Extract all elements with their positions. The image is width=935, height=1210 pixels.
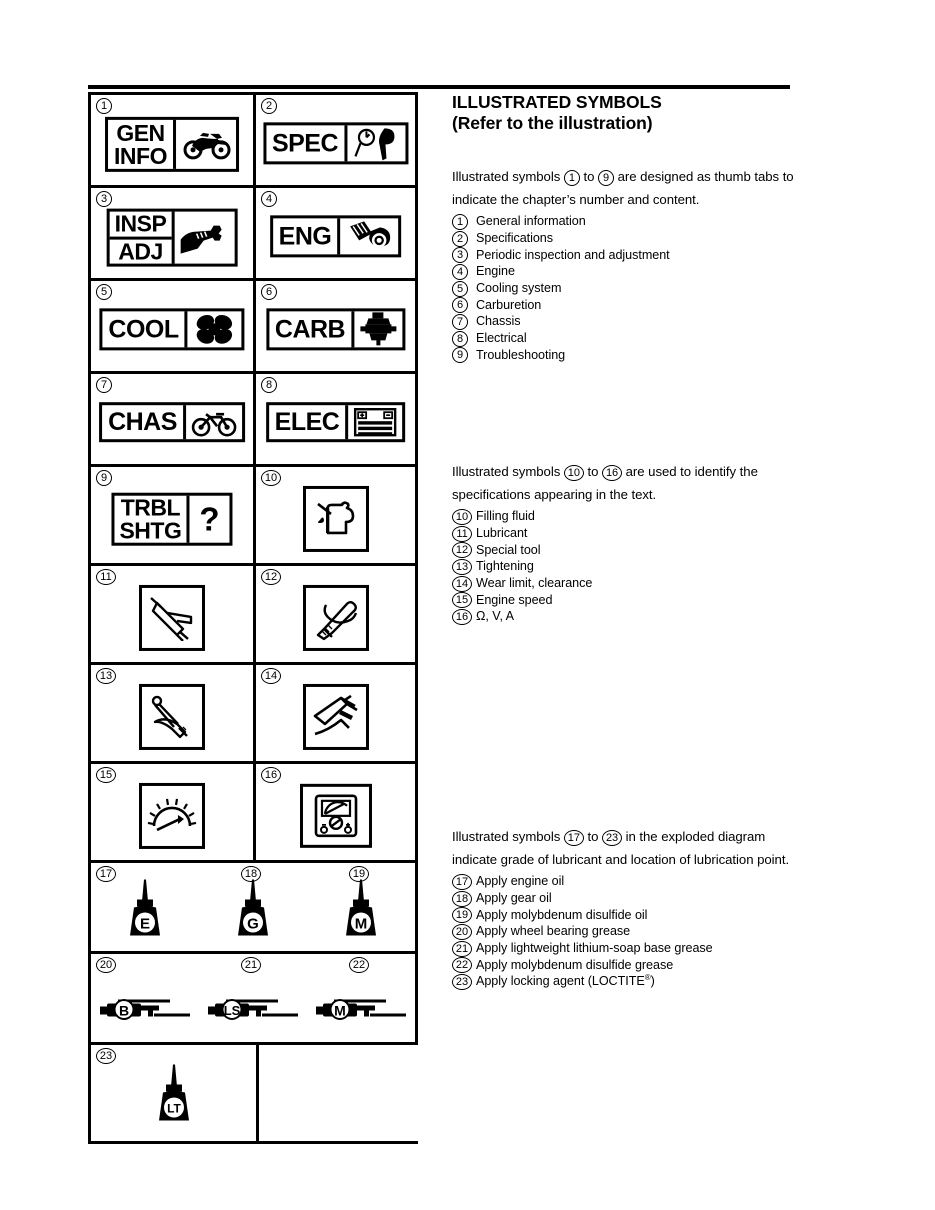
item-number: 23: [452, 973, 476, 990]
registered-mark: ®: [644, 973, 651, 983]
item-number: 14: [452, 575, 476, 592]
symbol-cell-11[interactable]: [91, 566, 253, 662]
cell-number: 8: [261, 377, 277, 393]
lubrication-list: [452, 873, 812, 990]
thumb-tab-elec: [266, 402, 406, 442]
tab-line1: CHAS: [108, 407, 177, 436]
item-label: Periodic inspection and adjustment: [476, 247, 670, 262]
item-number: 11: [452, 525, 476, 542]
grease-gun-icon: [139, 585, 205, 651]
oil-bottle-icon: [338, 877, 384, 944]
item-number: 20: [452, 923, 476, 940]
cell-number: 23: [96, 1048, 116, 1064]
tab-line1: ENG: [278, 222, 332, 251]
block-intro: Illustrated symbols 10 to 16 are used to identify the specifications appearing in the text.: [452, 464, 758, 502]
tab-text: [102, 311, 184, 347]
symbol-cell-15[interactable]: [91, 764, 253, 860]
item-number: 6: [452, 297, 476, 314]
oil-bottle-icon: [230, 877, 276, 944]
grid-row: [88, 761, 418, 860]
piston-icon: [337, 218, 398, 254]
grid-row: [88, 563, 418, 662]
cell-number: 11: [96, 569, 116, 585]
tab-line1: SPEC: [271, 129, 339, 158]
inline-circled-number: 10: [564, 465, 584, 481]
symbol-cell-13[interactable]: [91, 665, 253, 761]
item-label: Apply engine oil: [476, 874, 565, 889]
item-label: Carburetion: [476, 297, 542, 312]
item-label-text: Apply locking agent (LOCTITE: [476, 974, 645, 989]
cell-number: 19: [349, 866, 369, 882]
item-number: 4: [452, 263, 476, 280]
motorcycle-filled-icon: [173, 120, 236, 169]
grid-row: [88, 371, 418, 464]
block-intro: Illustrated symbols 1 to 9 are designed as thumb tabs to indicate the chapter’s number and content.: [452, 169, 794, 207]
item-label: General information: [476, 214, 586, 229]
thumb-tab-insp-adj: [107, 209, 238, 267]
illustrated-symbol-grid: [88, 92, 418, 1144]
inline-circled-number: 23: [602, 830, 622, 846]
cell-number: 12: [261, 569, 281, 585]
symbol-cell-3[interactable]: [91, 188, 253, 278]
multimeter-icon: [300, 784, 372, 848]
tab-line1: TRBL: [120, 494, 181, 521]
bottle-letter: G: [247, 915, 259, 933]
thumb-tab-cool: [99, 308, 244, 350]
symbol-cell-20[interactable]: [91, 954, 199, 1042]
list-item: [452, 890, 812, 907]
bottle-letter: E: [139, 915, 150, 933]
symbol-cell-16[interactable]: [253, 764, 415, 860]
cell-number: 6: [261, 284, 277, 300]
symbol-cell-9[interactable]: [91, 467, 253, 563]
list-item: [452, 973, 812, 990]
tab-text: [273, 218, 338, 254]
thumb-tab-carb: [266, 308, 405, 350]
cell-number: 22: [349, 957, 369, 973]
inline-circled-number: 1: [564, 170, 580, 186]
item-number: 16: [452, 608, 476, 625]
item-number: 2: [452, 230, 476, 247]
symbol-cell-2[interactable]: [253, 95, 415, 185]
item-number: 7: [452, 313, 476, 330]
item-number: 13: [452, 558, 476, 575]
item-label: Lubricant: [476, 526, 528, 541]
cell-number: 13: [96, 668, 116, 684]
symbol-cell-12[interactable]: [253, 566, 415, 662]
symbol-cell-17[interactable]: [91, 863, 199, 951]
symbol-cell-22[interactable]: [307, 954, 415, 1042]
torque-wrench-icon: [139, 684, 205, 750]
item-label: Engine speed: [476, 592, 553, 607]
text-block-chapters: [452, 166, 812, 363]
tab-text: [266, 125, 344, 161]
vernier-caliper-icon: [303, 684, 369, 750]
tab-line2: SHTG: [119, 517, 182, 544]
item-number: 12: [452, 542, 476, 559]
hand-wrench-icon: [171, 212, 234, 264]
list-item: [452, 247, 812, 264]
grease-gun-icon: [314, 989, 408, 1028]
tab-line2: INFO: [114, 142, 167, 169]
item-number: 8: [452, 330, 476, 347]
list-item: [452, 873, 812, 890]
list-item: [452, 525, 812, 542]
gun-letter: LS: [223, 1002, 241, 1018]
text-block-lubrication: [452, 826, 812, 990]
list-item: [452, 330, 812, 347]
cell-number: 1: [96, 98, 112, 114]
battery-icon: [345, 405, 402, 439]
tab-line2: ADJ: [118, 238, 163, 265]
chapter-list: [452, 213, 812, 363]
item-label: Apply molybdenum disulfide oil: [476, 907, 648, 922]
item-label: Apply lightweight lithium-soap base grease: [476, 941, 713, 956]
list-item: [452, 297, 812, 314]
item-number: 10: [452, 508, 476, 525]
item-label: Cooling system: [476, 281, 562, 296]
specification-list: [452, 508, 812, 625]
grid-row: [88, 92, 418, 185]
gun-letter: M: [334, 1002, 346, 1019]
symbol-cell-10[interactable]: [253, 467, 415, 563]
symbol-cell-4[interactable]: [253, 188, 415, 278]
item-label: Specifications: [476, 231, 554, 246]
micrometer-icon: [344, 125, 405, 161]
page-title: [452, 92, 812, 135]
list-item: [452, 263, 812, 280]
inline-circled-number: 9: [598, 170, 614, 186]
symbol-cell-19[interactable]: [307, 863, 415, 951]
item-number: 18: [452, 890, 476, 907]
list-item: [452, 592, 812, 609]
grid-row: [88, 464, 418, 563]
item-label: Filling fluid: [476, 509, 535, 524]
symbol-cell-23[interactable]: [91, 1045, 259, 1141]
item-label: Electrical: [476, 331, 527, 346]
grid-row: [88, 278, 418, 371]
tab-text: [269, 405, 346, 439]
list-item: [452, 957, 812, 974]
grid-row: [88, 662, 418, 761]
item-label: [476, 973, 812, 989]
list-item: [452, 313, 812, 330]
tab-line1: ELEC: [274, 407, 340, 436]
item-number: 19: [452, 907, 476, 924]
tab-text: [269, 311, 351, 347]
text-block-specifications: [452, 461, 812, 625]
grease-gun-icon: [206, 989, 300, 1028]
item-label: Apply wheel bearing grease: [476, 924, 631, 939]
tab-line1: GEN: [116, 119, 165, 146]
tab-text: [102, 405, 183, 439]
cell-number: 21: [241, 957, 261, 973]
cell-number: 5: [96, 284, 112, 300]
list-item: [452, 923, 812, 940]
grid-row: [88, 185, 418, 278]
list-item: [452, 575, 812, 592]
item-label: Chassis: [476, 314, 521, 329]
special-tool-icon: [303, 585, 369, 651]
block-intro: Illustrated symbols 17 to 23 in the exploded diagram indicate grade of lubricant and location of lubrication point.: [452, 829, 790, 867]
symbol-cell-14[interactable]: [253, 665, 415, 761]
list-item: [452, 230, 812, 247]
tachometer-icon: [139, 783, 205, 849]
inline-circled-number: 16: [602, 465, 622, 481]
symbol-cell-7[interactable]: [91, 374, 253, 464]
item-label: Apply gear oil: [476, 891, 552, 906]
item-label: Ω, V, A: [476, 609, 515, 624]
item-number: 22: [452, 957, 476, 974]
thumb-tab-chas: [99, 402, 245, 442]
item-label: Tightening: [476, 559, 534, 574]
grid-row: [88, 860, 418, 951]
cell-number: 3: [96, 191, 112, 207]
locking-agent-bottle-icon: [151, 1062, 197, 1131]
heading-line-1: ILLUSTRATED SYMBOLS: [452, 92, 662, 112]
header-rule: [88, 85, 790, 89]
bottle-letter: M: [354, 915, 368, 933]
tab-line1: INSP: [110, 212, 172, 240]
cell-number: 15: [96, 767, 116, 783]
thumb-tab-gen-info: [105, 117, 239, 172]
item-label: Troubleshooting: [476, 347, 566, 362]
fan-icon: [185, 311, 242, 347]
list-item: [452, 608, 812, 625]
thumb-tab-trbl-shtg: [111, 493, 232, 546]
list-item: [452, 213, 812, 230]
oil-bottle-icon: [122, 877, 168, 944]
motorcycle-outline-icon: [183, 405, 242, 439]
list-item: [452, 347, 812, 364]
gun-letter: B: [118, 1002, 130, 1019]
cell-number: 20: [96, 957, 116, 973]
bottle-letter: LT: [166, 1101, 181, 1116]
cell-number: 16: [261, 767, 281, 783]
item-number: 15: [452, 592, 476, 609]
list-item: [452, 542, 812, 559]
thumb-tab-eng: [270, 215, 402, 257]
symbol-cell-1[interactable]: [91, 95, 253, 185]
list-item: [452, 940, 812, 957]
symbol-cell-21[interactable]: [199, 954, 307, 1042]
symbol-cell-6[interactable]: [253, 281, 415, 371]
list-item: [452, 280, 812, 297]
cell-number: 7: [96, 377, 112, 393]
list-item: [452, 508, 812, 525]
inline-circled-number: 17: [564, 830, 584, 846]
item-label: Wear limit, clearance: [476, 576, 593, 591]
item-number: 3: [452, 247, 476, 264]
list-item: [452, 907, 812, 924]
cell-number: 14: [261, 668, 281, 684]
cell-number: 4: [261, 191, 277, 207]
symbol-cell-18[interactable]: [199, 863, 307, 951]
item-label: Apply molybdenum disulfide grease: [476, 957, 674, 972]
grid-row: [88, 1042, 418, 1144]
item-number: 17: [452, 873, 476, 890]
carburetor-icon: [351, 311, 402, 347]
grease-gun-icon: [98, 989, 192, 1028]
heading-line-2: (Refer to the illustration): [452, 113, 653, 134]
oil-can-icon: [303, 486, 369, 552]
cell-number: 17: [96, 866, 116, 882]
list-item: [452, 558, 812, 575]
item-label-end: ): [650, 974, 655, 989]
item-label: Engine: [476, 264, 515, 279]
item-label: Special tool: [476, 542, 541, 557]
cell-number: 10: [261, 470, 281, 486]
thumb-tab-spec: [263, 122, 408, 164]
item-number: 5: [452, 280, 476, 297]
tab-text: [108, 120, 173, 169]
symbol-cell-5[interactable]: [91, 281, 253, 371]
symbol-cell-8[interactable]: [253, 374, 415, 464]
cell-number: 9: [96, 470, 112, 486]
question-mark-icon: ?: [186, 496, 229, 543]
tab-line1: COOL: [108, 315, 179, 344]
tab-text: [110, 212, 172, 264]
item-number: 9: [452, 347, 476, 364]
item-number: 1: [452, 213, 476, 230]
tab-line1: CARB: [274, 315, 346, 344]
tab-text: [114, 496, 186, 543]
cell-number: 18: [241, 866, 261, 882]
item-number: 21: [452, 940, 476, 957]
grid-row: [88, 951, 418, 1042]
cell-number: 2: [261, 98, 277, 114]
